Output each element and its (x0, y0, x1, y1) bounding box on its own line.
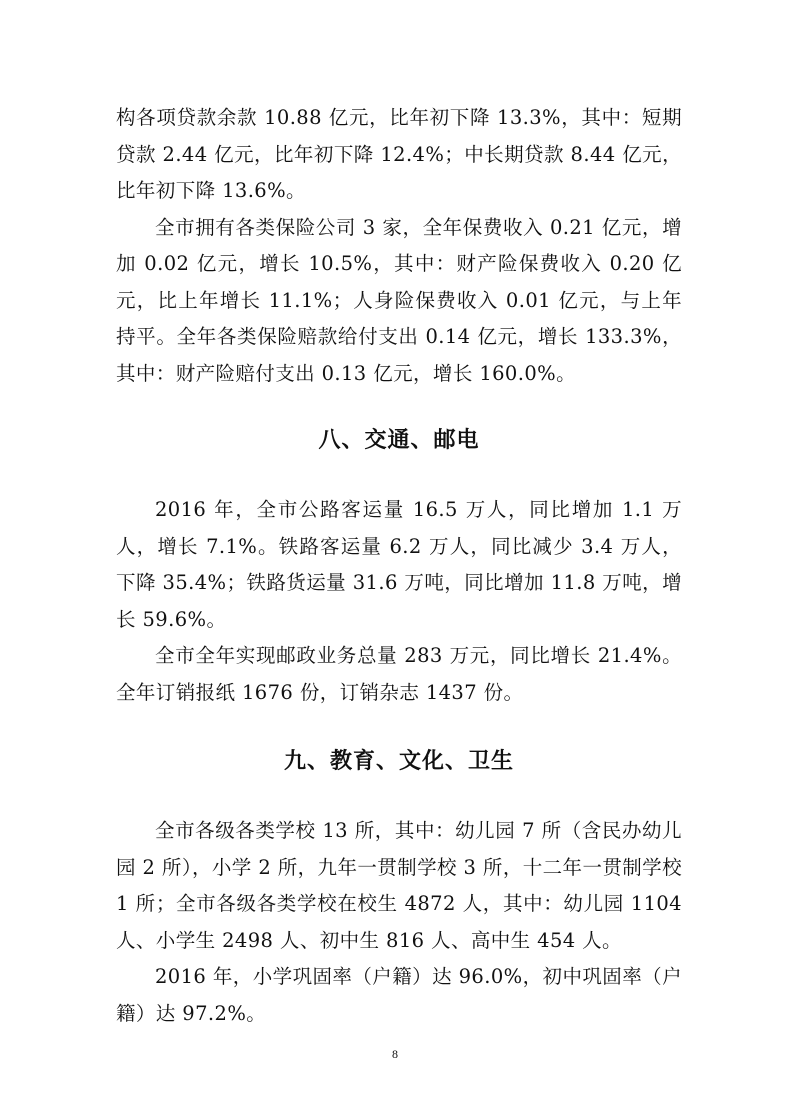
retention-rate-paragraph: 2016 年，小学巩固率（户籍）达 96.0%，初中巩固率（户籍）达 97.2%。 (116, 965, 682, 1025)
education-section-heading: 九、教育、文化、卫生 (283, 749, 514, 774)
page-number: 8 (392, 1047, 398, 1061)
finance-loans-paragraph: 构各项贷款余款 10.88 亿元，比年初下降 13.3%，其中：短期贷款 2.44 亿元，比年初下降 12.4%；中长期贷款 8.44 亿元，比年初下降 13.6%。 (116, 106, 682, 202)
transport-section-heading: 八、交通、邮电 (318, 428, 480, 453)
postal-paragraph: 全市全年实现邮政业务总量 283 万元，同比增长 21.4%。全年订销报纸 1676 份，订销杂志 1437 份。 (116, 644, 682, 704)
transport-passenger-paragraph: 2016 年，全市公路客运量 16.5 万人，同比增加 1.1 万人，增长 7.1%。铁路客运量 6.2 万人，同比减少 3.4 万人，下降 35.4%；铁路货运量 31.6 万吨，同比增加 11.8 万吨，增长 59.6%。 (116, 498, 682, 631)
page-content (116, 100, 682, 1032)
schools-paragraph: 全市各级各类学校 13 所，其中：幼儿园 7 所（含民办幼儿园 2 所），小学 2 所，九年一贯制学校 3 所，十二年一贯制学校 1 所；全市各级各类学校在校生 4872 人，其中：幼儿园 1104 人、小学生 2498 人、初中生 816 人、高中生 454 人。 (116, 819, 682, 952)
finance-insurance-paragraph: 全市拥有各类保险公司 3 家，全年保费收入 0.21 亿元，增加 0.02 亿元，增长 10.5%，其中：财产险保费收入 0.20 亿元，比上年增长 11.1%；人身险保费收入 0.01 亿元，与上年持平。全年各类保险赔款给付支出 0.14 亿元，增长 133.3%，其中：财产险赔付支出 0.13 亿元，增长 160.0%。 (116, 215, 682, 385)
